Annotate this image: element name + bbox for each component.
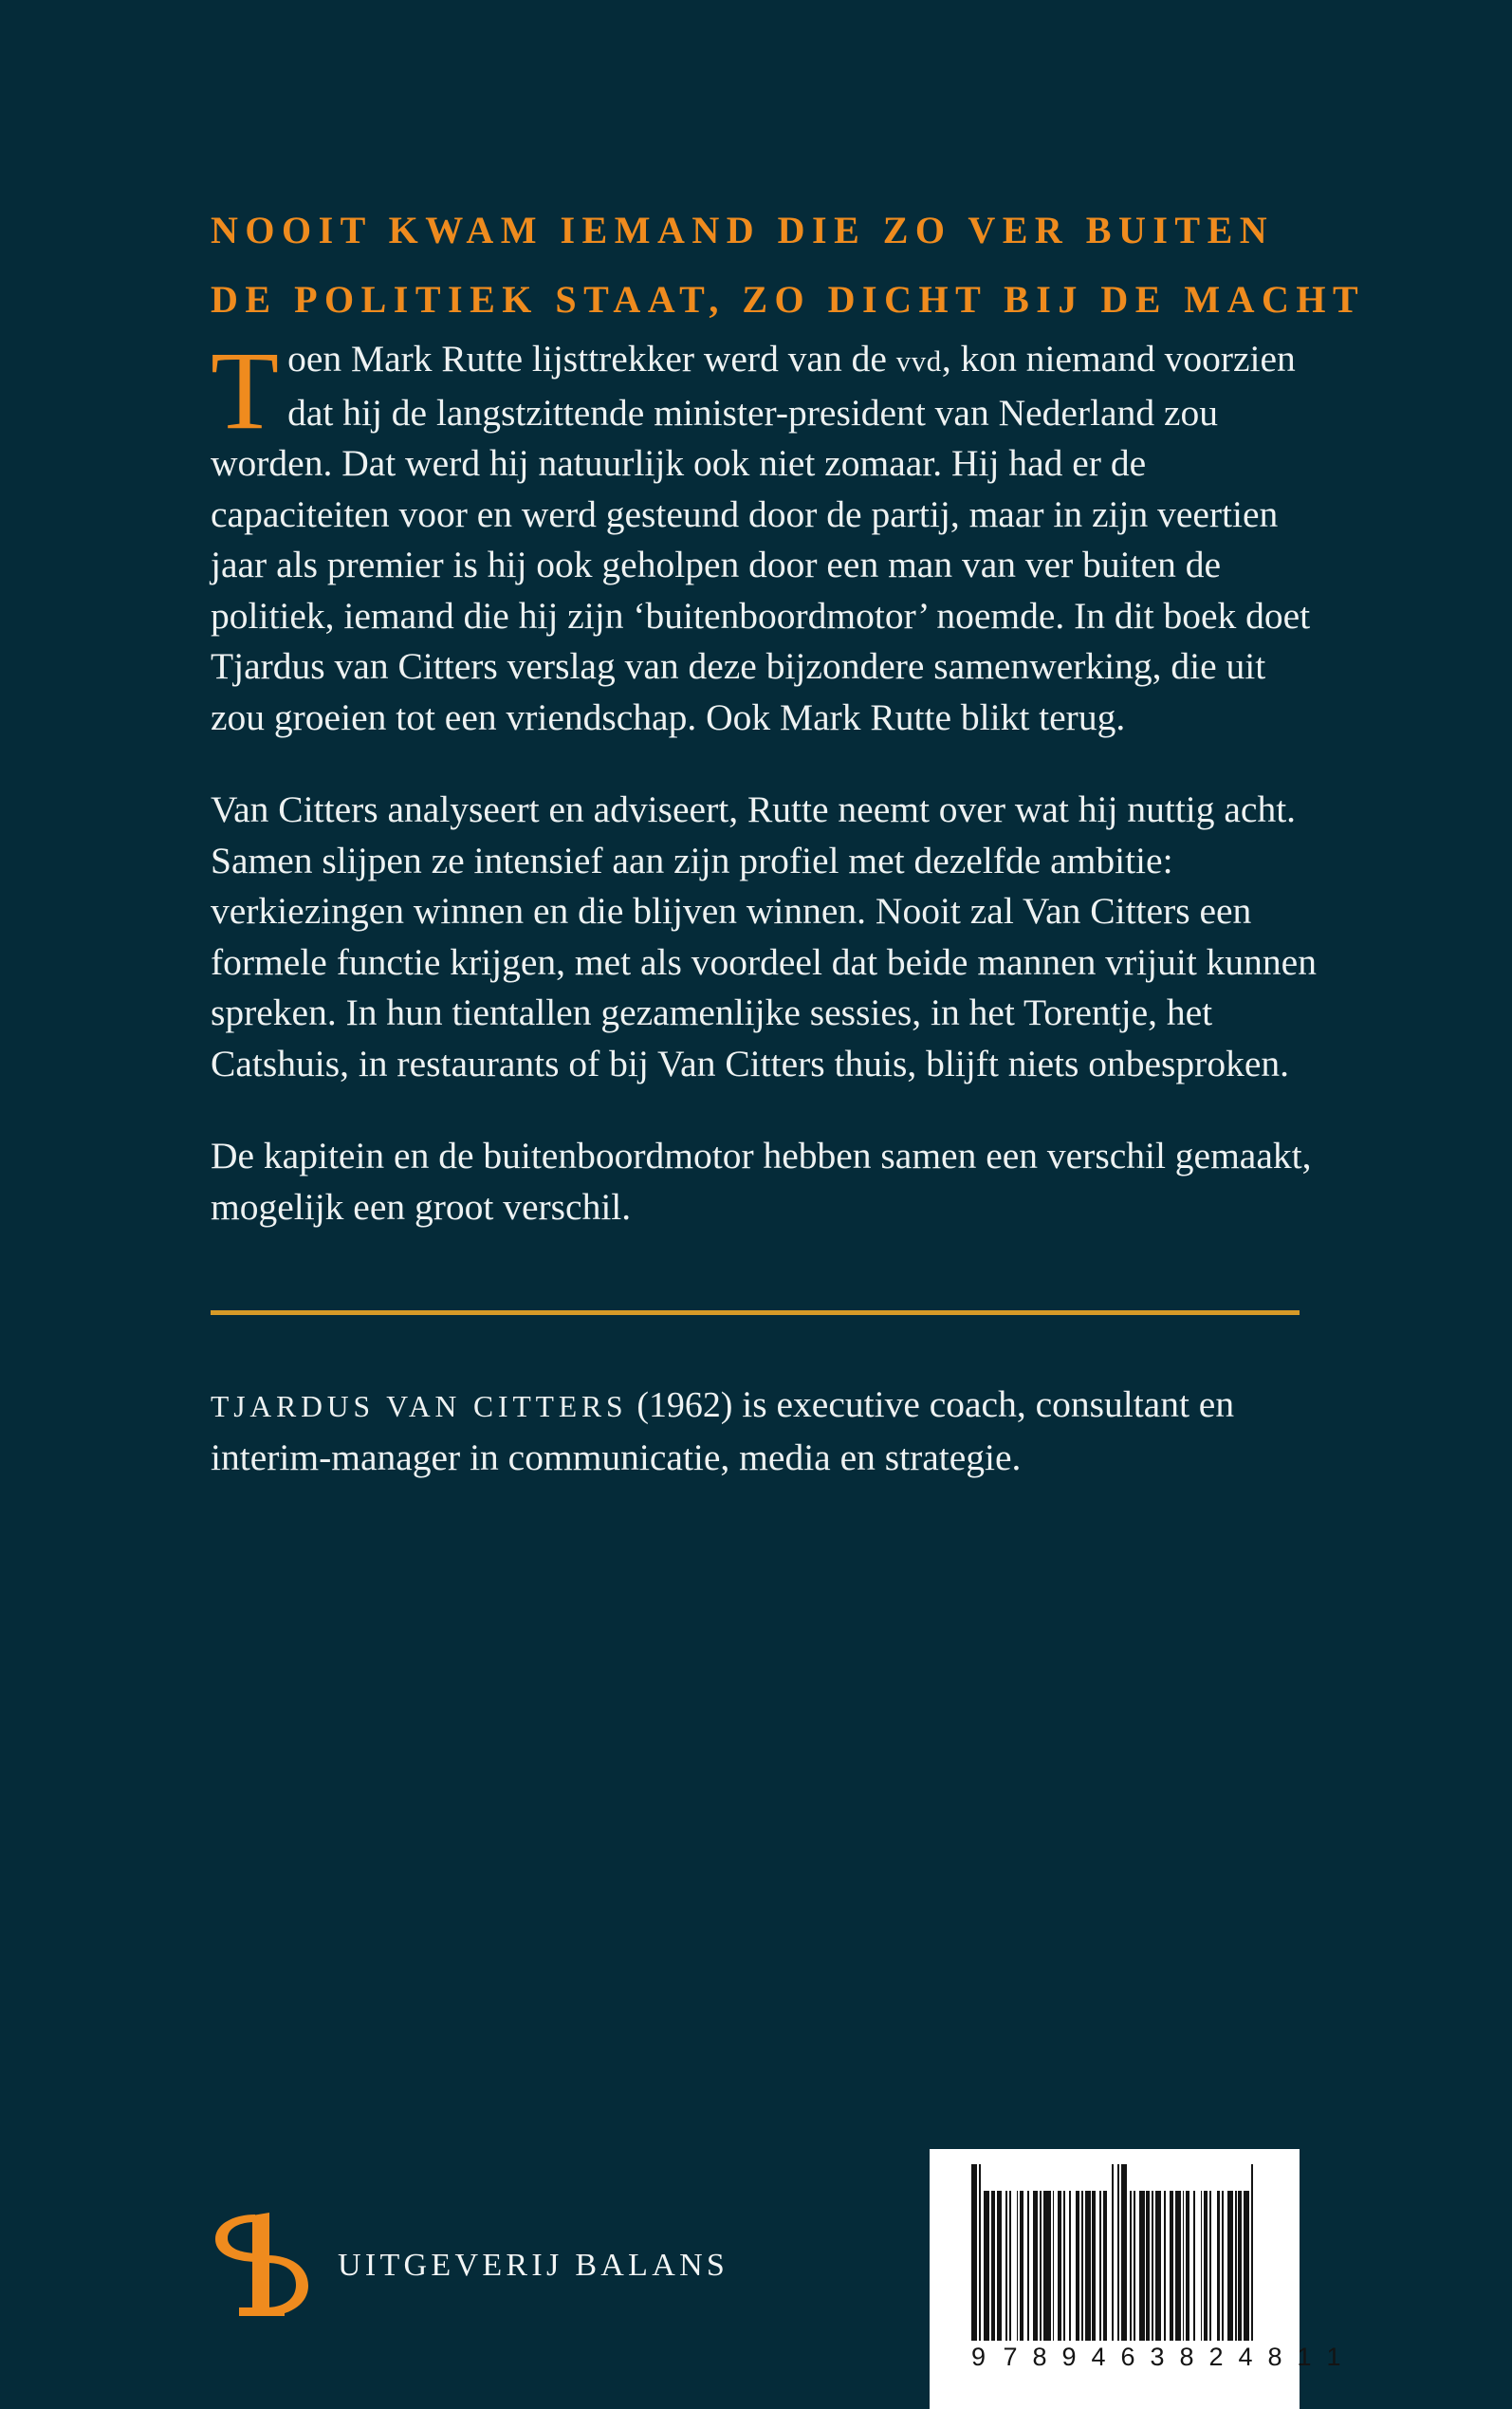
publisher-name: UITGEVERIJ BALANS	[338, 2248, 729, 2283]
paragraph-1-part-2: , kon niemand voorzien dat hij de langstzittende minister-president van Nederland zou worden. Dat werd hij natuurlijk ook niet zomaar. Hij had er de capaciteiten voor en werd gesteund door de partij, maar in zijn veertien jaar als premier is hij ook geholpen door een man van ver buiten de politiek, iemand die hij zijn ‘buitenboordmotor’ noemde. In dit boek doet Tjardus van Citters verslag van deze bijzondere samenwerking, die uit zou groeien tot een vriendschap. Ook Mark Rutte blikt terug.	[211, 338, 1311, 738]
drop-cap-letter: T	[211, 328, 280, 453]
balans-monogram-icon	[211, 2210, 313, 2322]
author-birth-year: (1962)	[636, 1385, 733, 1425]
author-bio	[211, 1380, 1320, 1483]
headline-line-1: NOOIT KWAM IEMAND DIE ZO VER BUITEN	[211, 209, 1275, 251]
headline-line-2: DE POLITIEK STAAT, ZO DICHT BIJ DE MACHT	[211, 278, 1366, 321]
section-divider	[211, 1310, 1300, 1315]
barcode-right-group: 8 2 4 8 1 1	[1179, 2343, 1342, 2371]
publisher-lockup	[211, 2210, 728, 2322]
cover-content	[211, 0, 1366, 1521]
paragraph-1-part-1: oen Mark Rutte lijsttrekker werd van de	[287, 338, 896, 380]
barcode-digits	[971, 2343, 1342, 2372]
blurb-text	[211, 328, 1320, 1232]
barcode-inner	[971, 2191, 1342, 2372]
author-bio-text: is executive coach, consultant en interim-manager in communicatie, media en strategie.	[211, 1383, 1235, 1478]
blurb-paragraph-3: De kapitein en de buitenboordmotor hebben samen een verschil gemaakt, mogelijk een groot verschil.	[211, 1135, 1312, 1228]
blurb-paragraph-2: Van Citters analyseert en adviseert, Rutte neemt over wat hij nuttig acht. Samen slijpen ze intensief aan zijn profiel met dezelfde ambitie: verkiezingen winnen en die blijven winnen. Nooit zal Van Citters een formele functie krijgen, met als voordeel dat beide mannen vrijuit kunnen spreken. In hun tientallen gezamenlijke sessies, in het Torentje, het Catshuis, in restaurants of bij Van Citters thuis, blijft niets onbesproken.	[211, 788, 1317, 1084]
author-name: TJARDUS VAN CITTERS	[211, 1390, 628, 1423]
page-title	[211, 195, 1366, 334]
barcode-bars	[971, 2191, 1256, 2341]
barcode-left-group: 7 8 9 4 6 3	[1003, 2343, 1166, 2371]
isbn-barcode	[930, 2149, 1342, 2409]
blurb-paragraph-1	[211, 328, 1320, 743]
vvd-abbreviation: vvd	[895, 345, 942, 378]
barcode-lead-digit: 9	[971, 2343, 987, 2371]
